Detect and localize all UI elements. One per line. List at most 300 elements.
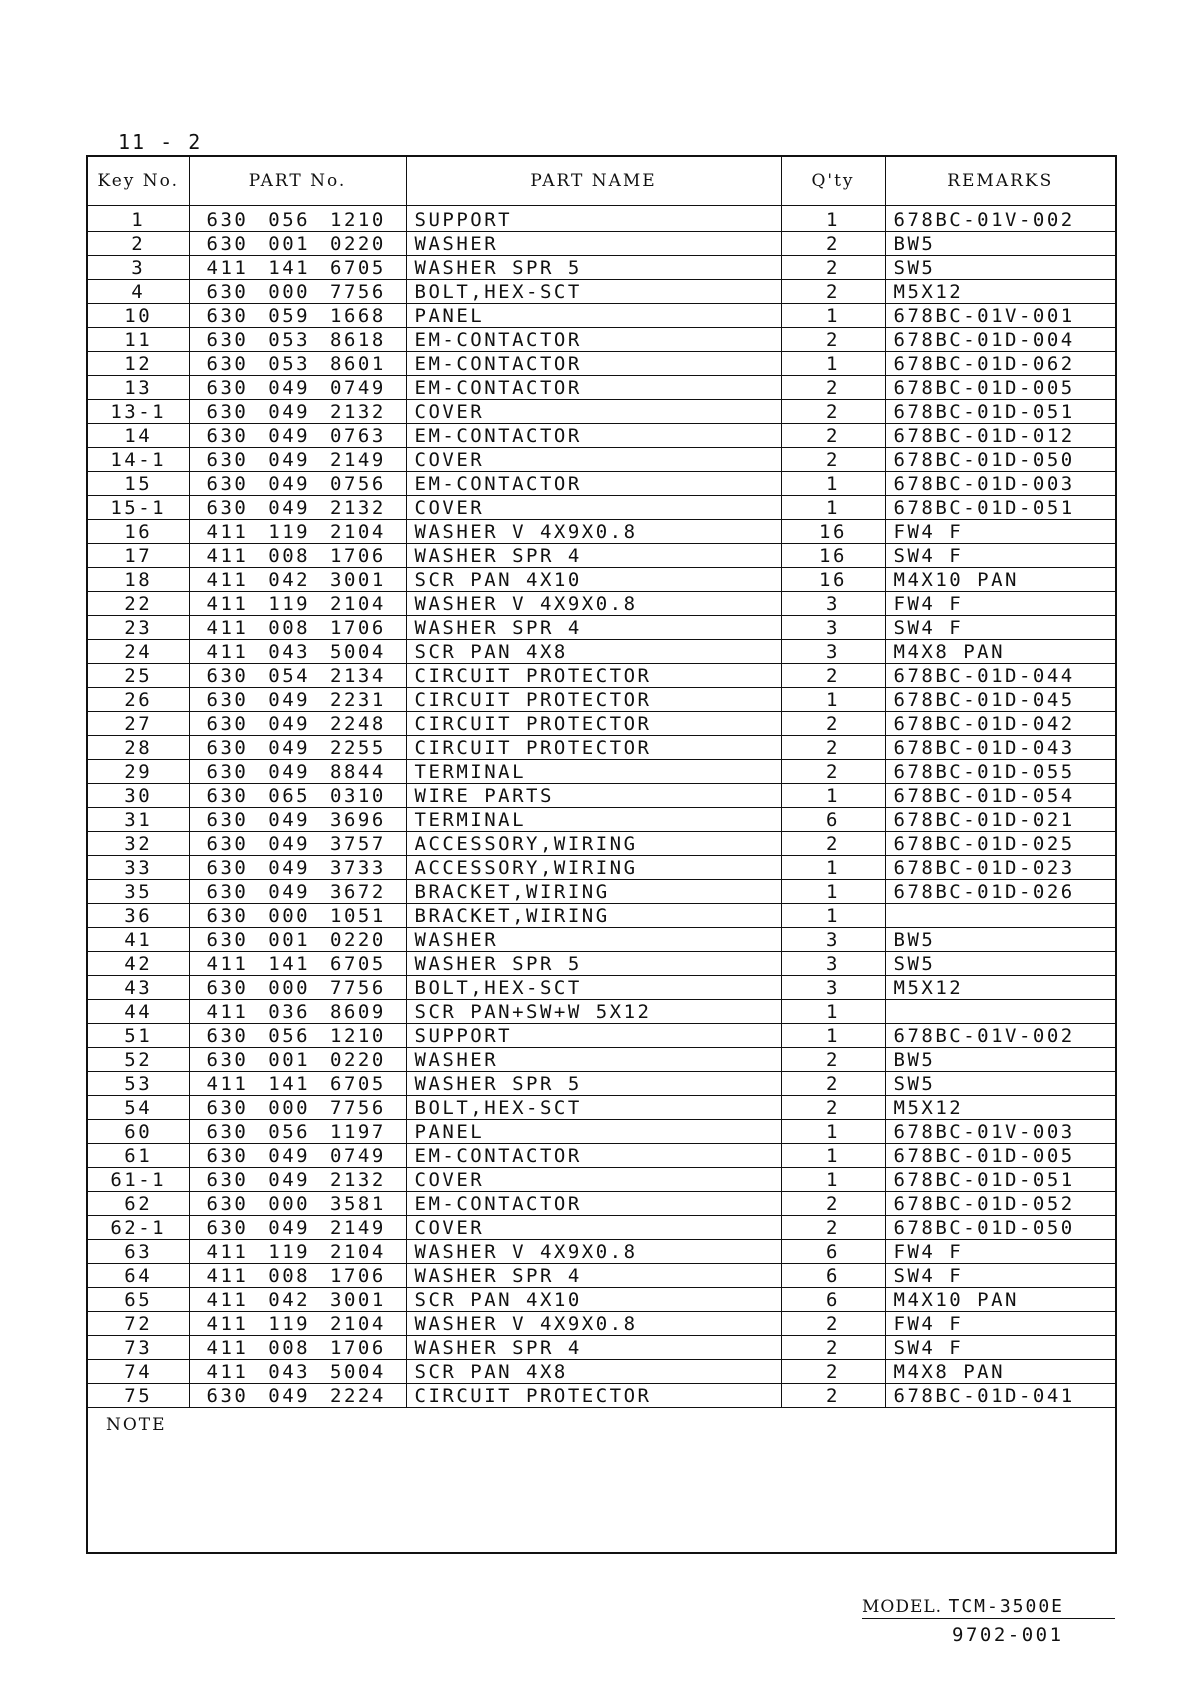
cell-key-no: 65 xyxy=(87,1288,189,1312)
page-number: 11 - 2 xyxy=(118,130,203,154)
cell-part-no: 630 053 8618 xyxy=(189,328,406,352)
cell-part-name: WASHER V 4X9X0.8 xyxy=(406,1312,781,1336)
cell-key-no: 2 xyxy=(87,232,189,256)
header-part-no: PART No. xyxy=(189,156,406,206)
cell-key-no: 14 xyxy=(87,424,189,448)
cell-remarks: 678BC-01D-045 xyxy=(885,688,1116,712)
cell-part-no: 630 049 2132 xyxy=(189,496,406,520)
cell-part-no: 630 001 0220 xyxy=(189,928,406,952)
cell-part-name: WASHER SPR 5 xyxy=(406,952,781,976)
cell-part-name: EM-CONTACTOR xyxy=(406,352,781,376)
cell-part-no: 630 049 8844 xyxy=(189,760,406,784)
cell-part-name: BOLT,HEX-SCT xyxy=(406,280,781,304)
cell-remarks: M5X12 xyxy=(885,976,1116,1000)
table-row xyxy=(87,1048,1116,1072)
cell-part-no: 630 049 3757 xyxy=(189,832,406,856)
table-row xyxy=(87,1240,1116,1264)
cell-part-no: 630 049 2231 xyxy=(189,688,406,712)
model-label: MODEL. xyxy=(862,1597,943,1617)
table-row xyxy=(87,232,1116,256)
cell-qty: 6 xyxy=(781,1288,885,1312)
cell-key-no: 28 xyxy=(87,736,189,760)
cell-remarks: 678BC-01D-003 xyxy=(885,472,1116,496)
cell-part-no: 411 119 2104 xyxy=(189,1240,406,1264)
cell-remarks: 678BC-01V-002 xyxy=(885,1024,1116,1048)
cell-key-no: 15 xyxy=(87,472,189,496)
table-row xyxy=(87,544,1116,568)
cell-remarks: 678BC-01D-026 xyxy=(885,880,1116,904)
cell-remarks: SW4 F xyxy=(885,1336,1116,1360)
table-row xyxy=(87,592,1116,616)
table-row xyxy=(87,304,1116,328)
table-row xyxy=(87,520,1116,544)
cell-remarks: FW4 F xyxy=(885,592,1116,616)
cell-key-no: 35 xyxy=(87,880,189,904)
cell-remarks: M4X10 PAN xyxy=(885,1288,1116,1312)
cell-part-no: 630 049 0763 xyxy=(189,424,406,448)
cell-key-no: 51 xyxy=(87,1024,189,1048)
cell-key-no: 52 xyxy=(87,1048,189,1072)
cell-remarks: 678BC-01D-012 xyxy=(885,424,1116,448)
cell-key-no: 25 xyxy=(87,664,189,688)
cell-key-no: 44 xyxy=(87,1000,189,1024)
cell-key-no: 17 xyxy=(87,544,189,568)
table-row xyxy=(87,1096,1116,1120)
cell-remarks: M4X10 PAN xyxy=(885,568,1116,592)
cell-qty: 2 xyxy=(781,328,885,352)
cell-part-no: 630 059 1668 xyxy=(189,304,406,328)
cell-key-no: 16 xyxy=(87,520,189,544)
cell-part-no: 630 049 0749 xyxy=(189,376,406,400)
table-row xyxy=(87,688,1116,712)
cell-qty: 2 xyxy=(781,832,885,856)
header-remarks: REMARKS xyxy=(885,156,1116,206)
cell-part-no: 630 000 7756 xyxy=(189,976,406,1000)
cell-part-name: BOLT,HEX-SCT xyxy=(406,1096,781,1120)
cell-qty: 6 xyxy=(781,808,885,832)
cell-qty: 2 xyxy=(781,1336,885,1360)
cell-qty: 2 xyxy=(781,1312,885,1336)
cell-remarks xyxy=(885,904,1116,928)
cell-part-no: 411 119 2104 xyxy=(189,1312,406,1336)
cell-part-name: WASHER SPR 5 xyxy=(406,1072,781,1096)
cell-qty: 1 xyxy=(781,496,885,520)
cell-key-no: 3 xyxy=(87,256,189,280)
cell-part-name: WASHER V 4X9X0.8 xyxy=(406,592,781,616)
table-row xyxy=(87,568,1116,592)
table-row xyxy=(87,206,1116,232)
table-row xyxy=(87,1000,1116,1024)
table-row xyxy=(87,352,1116,376)
cell-part-name: CIRCUIT PROTECTOR xyxy=(406,664,781,688)
cell-part-name: SCR PAN 4X10 xyxy=(406,1288,781,1312)
cell-qty: 16 xyxy=(781,568,885,592)
table-row xyxy=(87,472,1116,496)
table-row xyxy=(87,1264,1116,1288)
cell-remarks: M4X8 PAN xyxy=(885,1360,1116,1384)
cell-part-name: CIRCUIT PROTECTOR xyxy=(406,736,781,760)
table-row xyxy=(87,1312,1116,1336)
cell-part-name: WASHER SPR 4 xyxy=(406,544,781,568)
cell-remarks: 678BC-01D-055 xyxy=(885,760,1116,784)
cell-part-no: 411 119 2104 xyxy=(189,592,406,616)
table-row xyxy=(87,1120,1116,1144)
cell-qty: 3 xyxy=(781,976,885,1000)
cell-part-no: 630 049 3733 xyxy=(189,856,406,880)
cell-part-no: 630 053 8601 xyxy=(189,352,406,376)
cell-key-no: 29 xyxy=(87,760,189,784)
cell-qty: 1 xyxy=(781,688,885,712)
cell-qty: 1 xyxy=(781,352,885,376)
cell-qty: 1 xyxy=(781,1120,885,1144)
cell-part-name: PANEL xyxy=(406,304,781,328)
table-row xyxy=(87,736,1116,760)
cell-key-no: 54 xyxy=(87,1096,189,1120)
table-row xyxy=(87,1336,1116,1360)
cell-part-no: 630 000 7756 xyxy=(189,1096,406,1120)
model-line xyxy=(862,1596,1115,1619)
cell-key-no: 12 xyxy=(87,352,189,376)
cell-qty: 2 xyxy=(781,1360,885,1384)
cell-part-no: 630 049 0756 xyxy=(189,472,406,496)
cell-qty: 3 xyxy=(781,928,885,952)
cell-remarks: 678BC-01D-021 xyxy=(885,808,1116,832)
table-row xyxy=(87,496,1116,520)
cell-remarks: M4X8 PAN xyxy=(885,640,1116,664)
cell-part-no: 630 049 2248 xyxy=(189,712,406,736)
table-row xyxy=(87,280,1116,304)
cell-part-no: 411 008 1706 xyxy=(189,1336,406,1360)
cell-key-no: 27 xyxy=(87,712,189,736)
cell-part-name: SCR PAN 4X8 xyxy=(406,1360,781,1384)
cell-part-no: 630 000 7756 xyxy=(189,280,406,304)
cell-qty: 2 xyxy=(781,256,885,280)
cell-remarks: SW5 xyxy=(885,952,1116,976)
cell-qty: 2 xyxy=(781,664,885,688)
cell-remarks: 678BC-01D-050 xyxy=(885,1216,1116,1240)
cell-part-name: WASHER V 4X9X0.8 xyxy=(406,1240,781,1264)
cell-part-name: WASHER SPR 5 xyxy=(406,256,781,280)
cell-part-name: TERMINAL xyxy=(406,760,781,784)
cell-remarks: 678BC-01D-004 xyxy=(885,328,1116,352)
cell-part-name: SUPPORT xyxy=(406,206,781,232)
cell-remarks: 678BC-01D-062 xyxy=(885,352,1116,376)
cell-qty: 6 xyxy=(781,1264,885,1288)
table-row xyxy=(87,760,1116,784)
cell-remarks: 678BC-01D-023 xyxy=(885,856,1116,880)
cell-part-name: EM-CONTACTOR xyxy=(406,328,781,352)
cell-key-no: 18 xyxy=(87,568,189,592)
cell-part-no: 630 000 3581 xyxy=(189,1192,406,1216)
cell-part-no: 411 043 5004 xyxy=(189,1360,406,1384)
cell-remarks: SW4 F xyxy=(885,616,1116,640)
cell-remarks: BW5 xyxy=(885,928,1116,952)
cell-part-no: 411 036 8609 xyxy=(189,1000,406,1024)
cell-qty: 1 xyxy=(781,1000,885,1024)
cell-key-no: 73 xyxy=(87,1336,189,1360)
cell-part-name: EM-CONTACTOR xyxy=(406,1144,781,1168)
cell-part-name: BRACKET,WIRING xyxy=(406,880,781,904)
cell-qty: 1 xyxy=(781,304,885,328)
cell-part-name: CIRCUIT PROTECTOR xyxy=(406,1384,781,1408)
table-row xyxy=(87,712,1116,736)
table-row xyxy=(87,1288,1116,1312)
header-key-no: Key No. xyxy=(87,156,189,206)
cell-remarks: SW4 F xyxy=(885,1264,1116,1288)
cell-qty: 1 xyxy=(781,1168,885,1192)
cell-qty: 2 xyxy=(781,1384,885,1408)
table-row xyxy=(87,256,1116,280)
table-row xyxy=(87,808,1116,832)
cell-key-no: 31 xyxy=(87,808,189,832)
table-row xyxy=(87,880,1116,904)
cell-qty: 2 xyxy=(781,376,885,400)
cell-part-no: 630 049 2255 xyxy=(189,736,406,760)
cell-key-no: 13-1 xyxy=(87,400,189,424)
cell-qty: 2 xyxy=(781,712,885,736)
cell-qty: 2 xyxy=(781,448,885,472)
table-header-row xyxy=(87,156,1116,206)
cell-key-no: 64 xyxy=(87,1264,189,1288)
cell-qty: 3 xyxy=(781,640,885,664)
cell-part-name: SUPPORT xyxy=(406,1024,781,1048)
cell-qty: 1 xyxy=(781,1024,885,1048)
table-row xyxy=(87,1072,1116,1096)
cell-part-name: WASHER xyxy=(406,1048,781,1072)
cell-qty: 3 xyxy=(781,616,885,640)
cell-part-no: 411 141 6705 xyxy=(189,256,406,280)
cell-qty: 2 xyxy=(781,1048,885,1072)
cell-key-no: 10 xyxy=(87,304,189,328)
cell-qty: 3 xyxy=(781,592,885,616)
cell-part-name: PANEL xyxy=(406,1120,781,1144)
cell-qty: 1 xyxy=(781,856,885,880)
cell-qty: 2 xyxy=(781,400,885,424)
cell-part-no: 411 119 2104 xyxy=(189,520,406,544)
cell-key-no: 41 xyxy=(87,928,189,952)
cell-part-name: WASHER V 4X9X0.8 xyxy=(406,520,781,544)
cell-part-name: CIRCUIT PROTECTOR xyxy=(406,712,781,736)
cell-key-no: 13 xyxy=(87,376,189,400)
cell-part-name: EM-CONTACTOR xyxy=(406,472,781,496)
cell-part-name: WASHER SPR 4 xyxy=(406,1264,781,1288)
cell-part-no: 411 043 5004 xyxy=(189,640,406,664)
cell-part-no: 411 008 1706 xyxy=(189,544,406,568)
cell-remarks: 678BC-01D-005 xyxy=(885,1144,1116,1168)
cell-key-no: 36 xyxy=(87,904,189,928)
cell-part-no: 630 000 1051 xyxy=(189,904,406,928)
cell-qty: 1 xyxy=(781,1144,885,1168)
cell-part-name: COVER xyxy=(406,1168,781,1192)
cell-key-no: 62 xyxy=(87,1192,189,1216)
cell-remarks: 678BC-01V-002 xyxy=(885,206,1116,232)
cell-qty: 2 xyxy=(781,1216,885,1240)
cell-part-no: 630 049 3696 xyxy=(189,808,406,832)
cell-remarks: SW5 xyxy=(885,256,1116,280)
cell-part-name: TERMINAL xyxy=(406,808,781,832)
table-row xyxy=(87,904,1116,928)
cell-part-name: EM-CONTACTOR xyxy=(406,1192,781,1216)
cell-part-name: SCR PAN 4X10 xyxy=(406,568,781,592)
cell-part-name: COVER xyxy=(406,496,781,520)
cell-qty: 2 xyxy=(781,1096,885,1120)
cell-part-no: 630 054 2134 xyxy=(189,664,406,688)
cell-part-name: WASHER SPR 4 xyxy=(406,616,781,640)
parts-table xyxy=(86,155,1117,1554)
cell-qty: 2 xyxy=(781,280,885,304)
cell-part-name: COVER xyxy=(406,400,781,424)
cell-qty: 16 xyxy=(781,544,885,568)
cell-qty: 2 xyxy=(781,760,885,784)
cell-part-name: COVER xyxy=(406,1216,781,1240)
cell-key-no: 26 xyxy=(87,688,189,712)
table-row xyxy=(87,1360,1116,1384)
note-row xyxy=(87,1408,1116,1554)
cell-key-no: 32 xyxy=(87,832,189,856)
cell-part-name: WIRE PARTS xyxy=(406,784,781,808)
cell-remarks: M5X12 xyxy=(885,280,1116,304)
cell-key-no: 74 xyxy=(87,1360,189,1384)
table-row xyxy=(87,376,1116,400)
table-row xyxy=(87,328,1116,352)
cell-qty: 1 xyxy=(781,206,885,232)
cell-remarks: FW4 F xyxy=(885,1240,1116,1264)
cell-part-name: BRACKET,WIRING xyxy=(406,904,781,928)
cell-remarks: SW5 xyxy=(885,1072,1116,1096)
cell-part-name: WASHER xyxy=(406,928,781,952)
cell-qty: 2 xyxy=(781,424,885,448)
cell-key-no: 33 xyxy=(87,856,189,880)
cell-qty: 1 xyxy=(781,880,885,904)
table-row xyxy=(87,640,1116,664)
cell-remarks: 678BC-01D-050 xyxy=(885,448,1116,472)
table-row xyxy=(87,448,1116,472)
cell-part-no: 411 008 1706 xyxy=(189,1264,406,1288)
cell-key-no: 24 xyxy=(87,640,189,664)
cell-part-no: 630 049 2132 xyxy=(189,1168,406,1192)
table-row xyxy=(87,424,1116,448)
cell-part-no: 630 065 0310 xyxy=(189,784,406,808)
cell-part-name: WASHER SPR 4 xyxy=(406,1336,781,1360)
cell-key-no: 30 xyxy=(87,784,189,808)
cell-qty: 6 xyxy=(781,1240,885,1264)
cell-key-no: 14-1 xyxy=(87,448,189,472)
cell-part-no: 630 049 2224 xyxy=(189,1384,406,1408)
table-row xyxy=(87,928,1116,952)
table-row xyxy=(87,976,1116,1000)
cell-part-no: 411 042 3001 xyxy=(189,1288,406,1312)
cell-remarks: 678BC-01D-025 xyxy=(885,832,1116,856)
cell-part-no: 411 008 1706 xyxy=(189,616,406,640)
table-row xyxy=(87,856,1116,880)
cell-part-no: 630 001 0220 xyxy=(189,232,406,256)
cell-key-no: 23 xyxy=(87,616,189,640)
cell-remarks: 678BC-01D-054 xyxy=(885,784,1116,808)
model-value: TCM-3500E xyxy=(948,1596,1065,1617)
cell-part-name: BOLT,HEX-SCT xyxy=(406,976,781,1000)
cell-remarks: 678BC-01D-041 xyxy=(885,1384,1116,1408)
note-label: NOTE xyxy=(87,1408,1116,1554)
cell-remarks: 678BC-01D-051 xyxy=(885,1168,1116,1192)
cell-part-no: 630 049 2132 xyxy=(189,400,406,424)
table-row xyxy=(87,1144,1116,1168)
cell-qty: 1 xyxy=(781,904,885,928)
cell-key-no: 4 xyxy=(87,280,189,304)
cell-remarks: SW4 F xyxy=(885,544,1116,568)
cell-qty: 2 xyxy=(781,232,885,256)
cell-remarks: 678BC-01D-051 xyxy=(885,400,1116,424)
cell-qty: 1 xyxy=(781,472,885,496)
cell-key-no: 15-1 xyxy=(87,496,189,520)
cell-part-name: ACCESSORY,WIRING xyxy=(406,856,781,880)
cell-remarks: 678BC-01V-001 xyxy=(885,304,1116,328)
cell-part-no: 630 049 0749 xyxy=(189,1144,406,1168)
cell-key-no: 22 xyxy=(87,592,189,616)
cell-remarks: 678BC-01D-042 xyxy=(885,712,1116,736)
cell-remarks: 678BC-01V-003 xyxy=(885,1120,1116,1144)
cell-part-name: SCR PAN 4X8 xyxy=(406,640,781,664)
cell-key-no: 72 xyxy=(87,1312,189,1336)
cell-remarks: FW4 F xyxy=(885,520,1116,544)
table-row xyxy=(87,400,1116,424)
table-row xyxy=(87,784,1116,808)
cell-part-no: 630 049 2149 xyxy=(189,448,406,472)
cell-part-no: 411 042 3001 xyxy=(189,568,406,592)
cell-qty: 2 xyxy=(781,1072,885,1096)
cell-part-no: 630 056 1197 xyxy=(189,1120,406,1144)
table-row xyxy=(87,616,1116,640)
cell-part-no: 630 056 1210 xyxy=(189,1024,406,1048)
cell-remarks: 678BC-01D-044 xyxy=(885,664,1116,688)
cell-qty: 3 xyxy=(781,952,885,976)
cell-remarks: BW5 xyxy=(885,1048,1116,1072)
cell-part-no: 630 049 2149 xyxy=(189,1216,406,1240)
table-row xyxy=(87,1192,1116,1216)
cell-part-no: 630 049 3672 xyxy=(189,880,406,904)
cell-qty: 16 xyxy=(781,520,885,544)
cell-part-no: 411 141 6705 xyxy=(189,1072,406,1096)
cell-key-no: 60 xyxy=(87,1120,189,1144)
header-qty: Q'ty xyxy=(781,156,885,206)
cell-remarks xyxy=(885,1000,1116,1024)
table-row xyxy=(87,1216,1116,1240)
cell-key-no: 61-1 xyxy=(87,1168,189,1192)
cell-remarks: 678BC-01D-005 xyxy=(885,376,1116,400)
table-body xyxy=(87,206,1116,1408)
table-row xyxy=(87,1024,1116,1048)
cell-qty: 2 xyxy=(781,1192,885,1216)
cell-remarks: FW4 F xyxy=(885,1312,1116,1336)
header-part-name: PART NAME xyxy=(406,156,781,206)
cell-qty: 1 xyxy=(781,784,885,808)
cell-part-no: 411 141 6705 xyxy=(189,952,406,976)
cell-remarks: 678BC-01D-052 xyxy=(885,1192,1116,1216)
cell-part-name: WASHER xyxy=(406,232,781,256)
document-code: 9702-001 xyxy=(952,1624,1064,1646)
cell-part-name: EM-CONTACTOR xyxy=(406,424,781,448)
table-row xyxy=(87,664,1116,688)
cell-remarks: M5X12 xyxy=(885,1096,1116,1120)
table-row xyxy=(87,1384,1116,1408)
table-row xyxy=(87,1168,1116,1192)
table-row xyxy=(87,832,1116,856)
cell-remarks: BW5 xyxy=(885,232,1116,256)
cell-key-no: 63 xyxy=(87,1240,189,1264)
cell-part-no: 630 001 0220 xyxy=(189,1048,406,1072)
cell-part-name: COVER xyxy=(406,448,781,472)
cell-part-no: 630 056 1210 xyxy=(189,206,406,232)
cell-part-name: ACCESSORY,WIRING xyxy=(406,832,781,856)
